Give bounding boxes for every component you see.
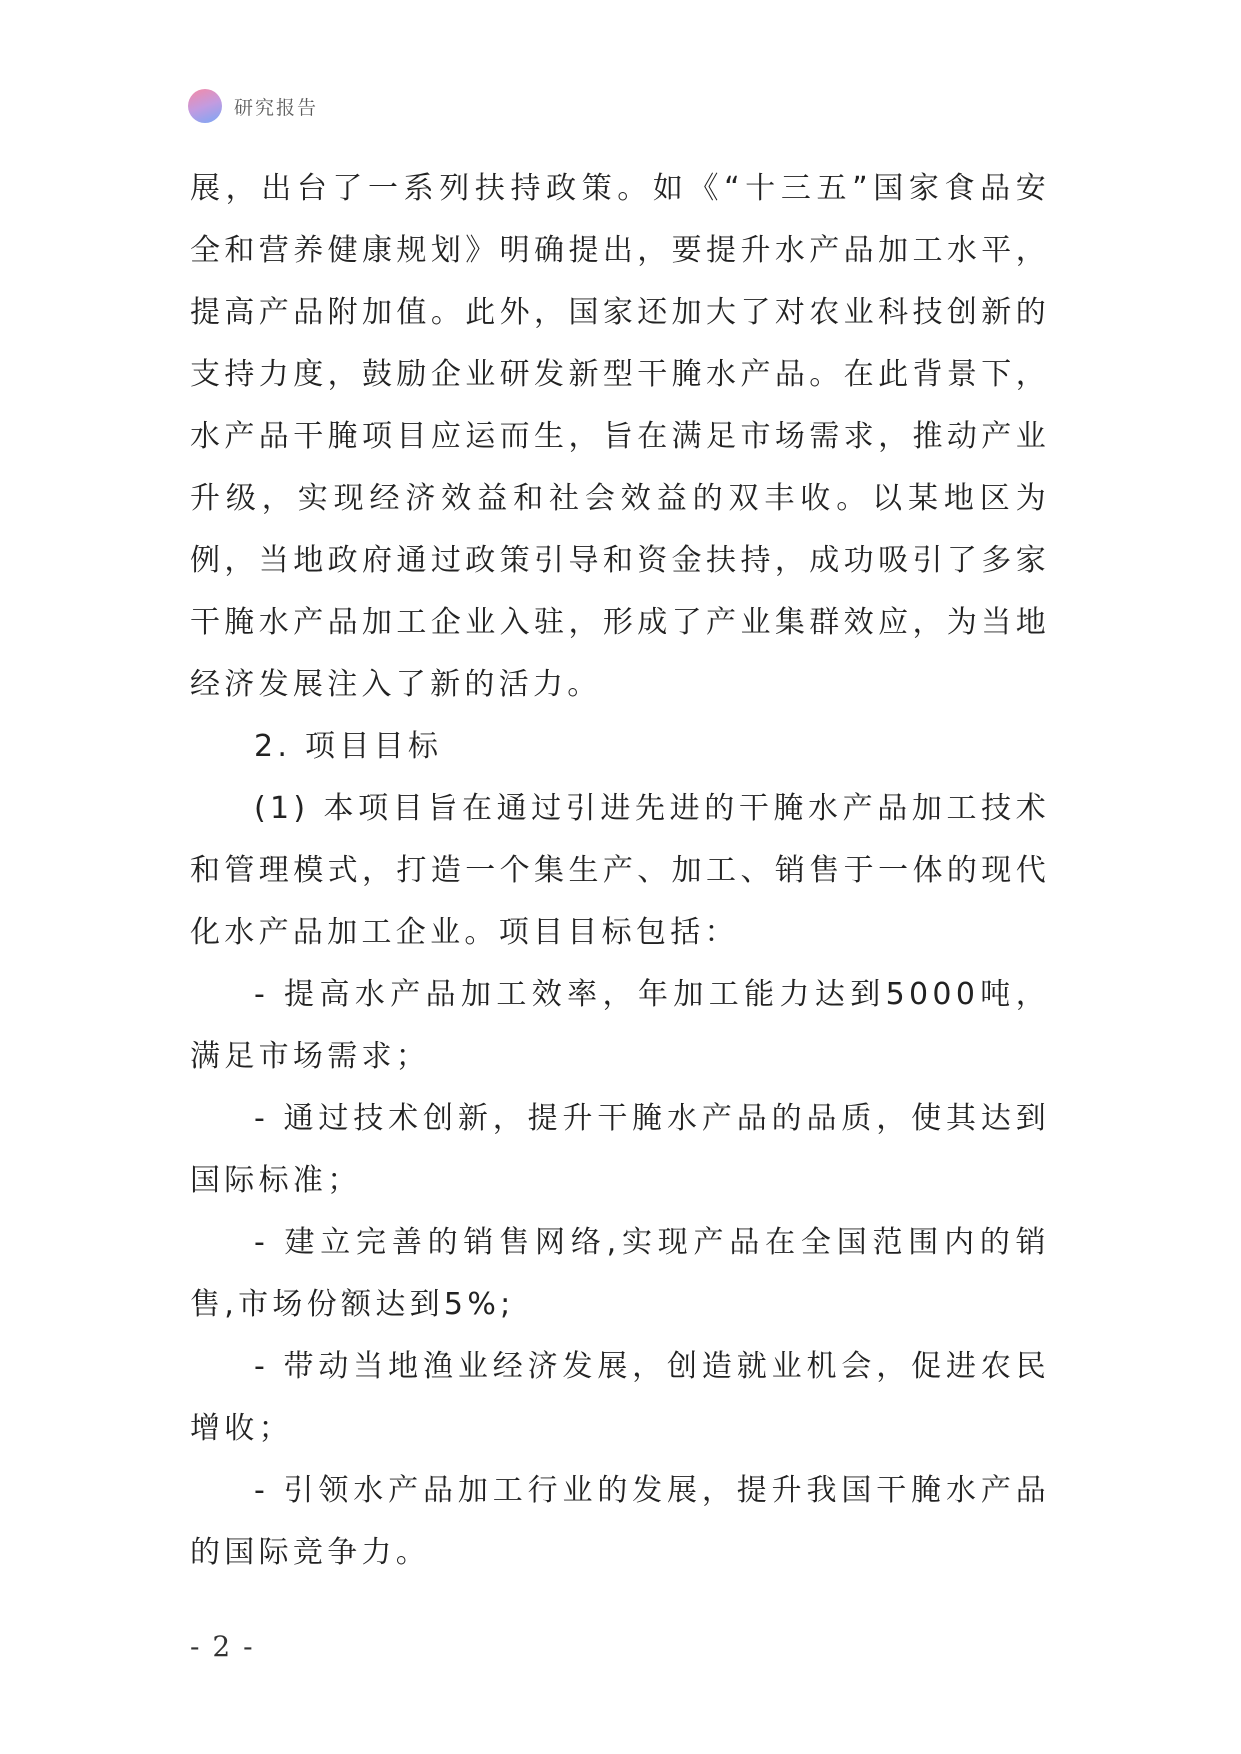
list-item-goal-efficiency: - 提高水产品加工效率，年加工能力达到5000吨，满足市场需求； xyxy=(190,977,1050,1074)
document-body xyxy=(190,158,1050,1584)
list-item-goal-quality: - 通过技术创新，提升干腌水产品的品质，使其达到国际标准； xyxy=(190,1101,1050,1198)
paragraph-goal-intro: (1) 本项目旨在通过引进先进的干腌水产品加工技术和管理模式，打造一个集生产、加工、销售于一体的现代化水产品加工企业。项目目标包括： xyxy=(190,791,1050,950)
page-header xyxy=(188,88,318,124)
list-item-goal-industry-leadership: - 引领水产品加工行业的发展，提升我国干腌水产品的国际竞争力。 xyxy=(190,1473,1050,1570)
list-item-goal-sales-network: - 建立完善的销售网络,实现产品在全国范围内的销售,市场份额达到5%; xyxy=(190,1225,1050,1322)
report-logo-icon xyxy=(188,89,222,123)
paragraph-background-continued: 展，出台了一系列扶持政策。如《“十三五”国家食品安全和营养健康规划》明确提出，要提升水产品加工水平，提高产品附加值。此外，国家还加大了对农业科技创新的支持力度，鼓励企业研发新型干腌水产品。在此背景下，水产品干腌项目应运而生，旨在满足市场需求，推动产业升级，实现经济效益和社会效益的双丰收。以某地区为例，当地政府通过政策引导和资金扶持，成功吸引了多家干腌水产品加工企业入驻，形成了产业集群效应，为当地经济发展注入了新的活力。 xyxy=(190,171,1050,702)
section-heading-project-goals: 2. 项目目标 xyxy=(254,729,443,764)
header-title: 研究报告 xyxy=(234,96,319,119)
list-item-goal-local-economy: - 带动当地渔业经济发展，创造就业机会，促进农民增收； xyxy=(190,1349,1050,1446)
page-number: - 2 - xyxy=(190,1630,255,1663)
